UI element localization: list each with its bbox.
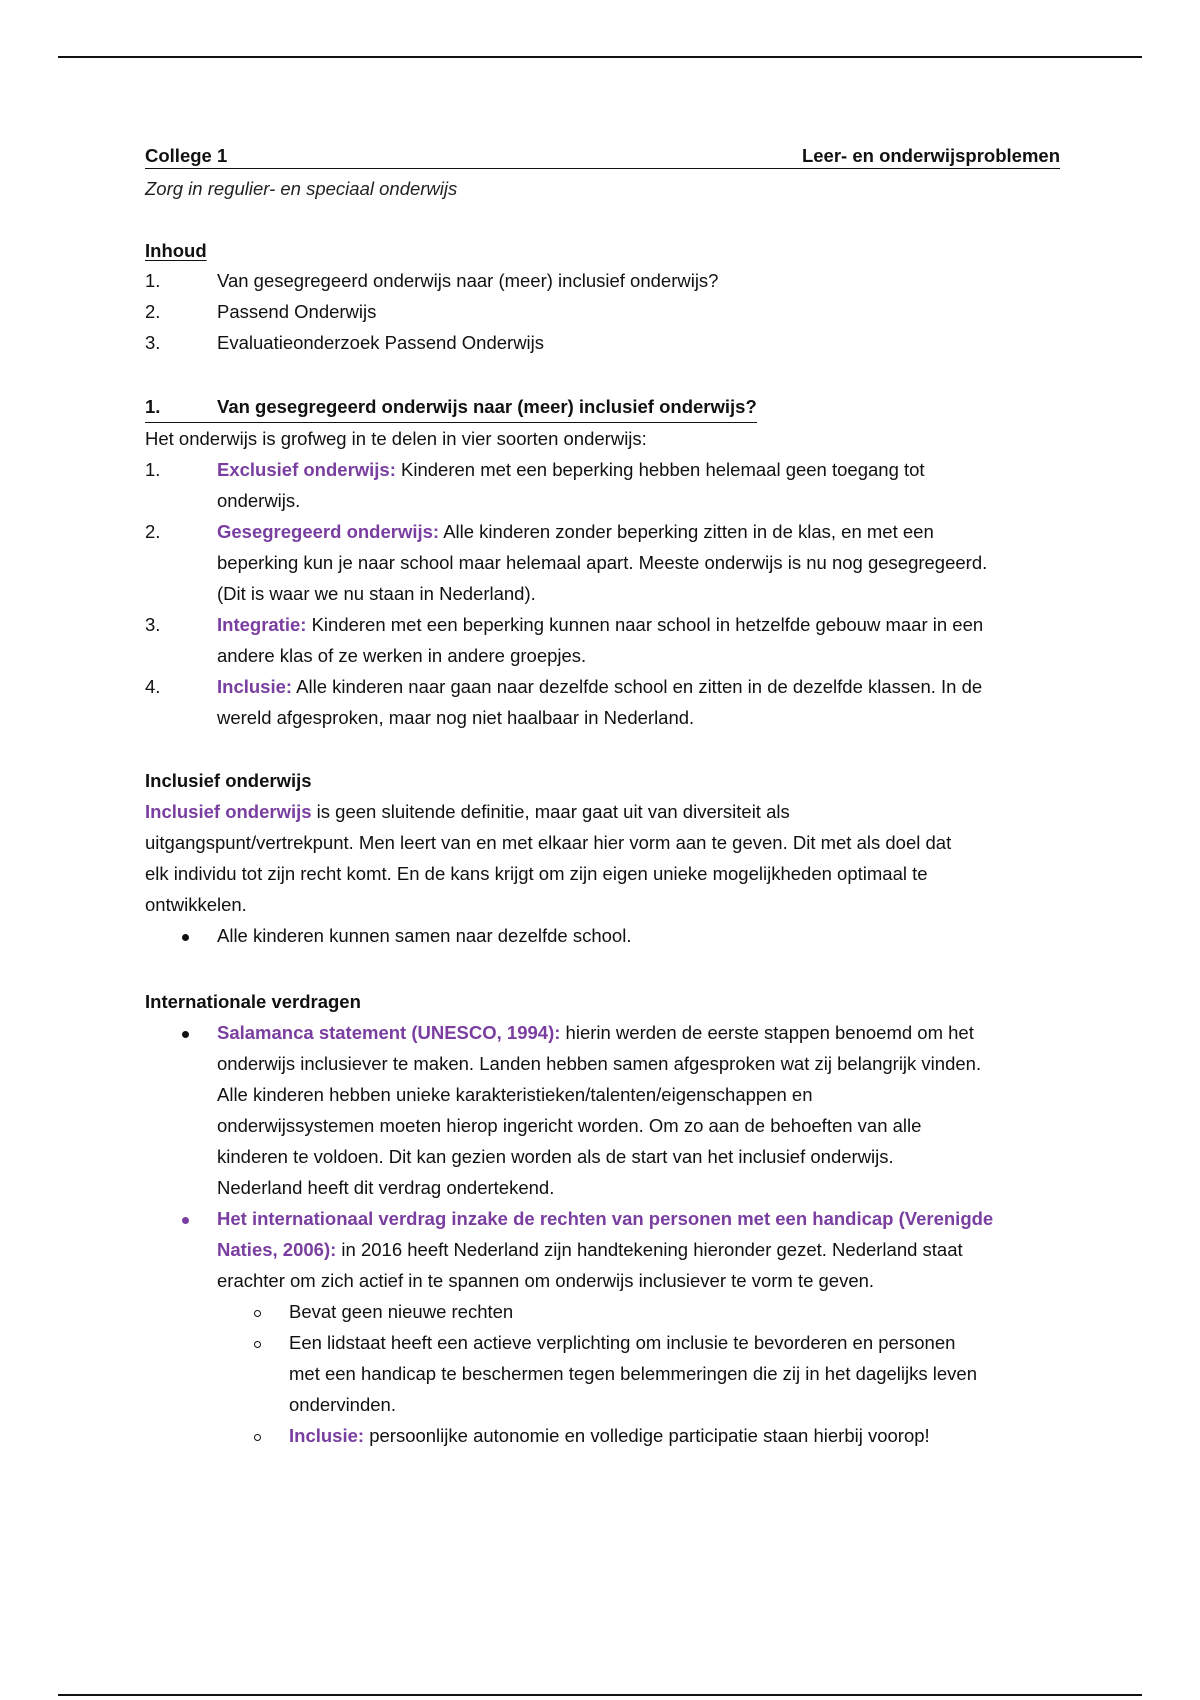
bullet-text: in 2016 heeft Nederland zijn handtekening hieronder gezet. Nederland staat (336, 1239, 963, 1260)
bullet-term: Het internationaal verdrag inzake de rechten van personen met een handicap (Verenigde (217, 1208, 994, 1229)
item-number: 2. (145, 521, 161, 542)
item-number: 4. (145, 676, 161, 697)
item-text: Kinderen met een beperking kunnen naar school in hetzelfde gebouw maar in een (306, 614, 984, 635)
toc-item (145, 296, 1060, 327)
bullet-text: onderwijssystemen moeten hierop ingericht worden. Om zo aan de behoeften van alle (217, 1115, 922, 1136)
toc-text: Passend Onderwijs (217, 301, 377, 322)
bullet-item (145, 920, 1060, 951)
sub-bullet-text: persoonlijke autonomie en volledige participatie staan hierbij voorop! (364, 1425, 930, 1446)
bullet-item (145, 1203, 1060, 1296)
table-of-contents (145, 236, 1060, 358)
paragraph-text: ontwikkelen. (145, 894, 247, 915)
sub-bullet-item (217, 1420, 1060, 1451)
section-1 (145, 393, 1060, 733)
circle-bullet-icon (254, 1310, 261, 1317)
bullet-term: Salamanca statement (UNESCO, 1994): (217, 1022, 561, 1043)
bullet-text: Alle kinderen hebben unieke karakteristieken/talenten/eigenschappen en (217, 1084, 813, 1105)
top-rule (58, 56, 1142, 58)
circle-bullet-icon (254, 1341, 261, 1348)
toc-text: Evaluatieonderzoek Passend Onderwijs (217, 332, 545, 353)
paragraph-text: elk individu tot zijn recht komt. En de kans krijgt om zijn eigen unieke mogelijkheden optimaal te (145, 863, 928, 884)
list-item (145, 671, 1060, 733)
paragraph-text: is geen sluitende definitie, maar gaat uit van diversiteit als (311, 801, 790, 822)
toc-number: 1. (145, 270, 161, 291)
paragraph-text: uitgangspunt/vertrekpunt. Men leert van en met elkaar hier vorm aan te geven. Dit met als doel dat (145, 832, 952, 853)
item-text: (Dit is waar we nu staan in Nederland). (217, 583, 536, 604)
inclusief-section (145, 765, 1060, 951)
inclusief-heading: Inclusief onderwijs (145, 770, 312, 791)
inclusief-term: Inclusief onderwijs (145, 801, 312, 822)
item-text: Kinderen met een beperking hebben helemaal geen toegang tot (395, 459, 925, 480)
item-text: wereld afgesproken, maar nog niet haalbaar in Nederland. (217, 707, 695, 728)
item-term: Gesegregeerd onderwijs: (217, 521, 440, 542)
verdragen-heading: Internationale verdragen (145, 991, 361, 1012)
bullet-icon (182, 1031, 189, 1038)
document-header (145, 145, 1060, 169)
section-intro: Het onderwijs is grofweg in te delen in vier soorten onderwijs: (145, 428, 647, 449)
bullet-text: Nederland heeft dit verdrag ondertekend. (217, 1177, 555, 1198)
sub-bullet-item (217, 1327, 1060, 1420)
item-term: Exclusief onderwijs: (217, 459, 396, 480)
sub-bullet-term: Inclusie: (289, 1425, 365, 1446)
bottom-rule (58, 1694, 1142, 1696)
sub-bullet-item (217, 1296, 1060, 1327)
bullet-icon (182, 934, 189, 941)
item-term: Integratie: (217, 614, 307, 635)
item-text: Alle kinderen naar gaan naar dezelfde school en zitten in de dezelfde klassen. In de (292, 676, 983, 697)
list-item (145, 454, 1060, 516)
item-number: 1. (145, 459, 161, 480)
item-text: andere klas of ze werken in andere groepjes. (217, 645, 587, 666)
bullet-text: kinderen te voldoen. Dit kan gezien worden als de start van het inclusief onderwijs. (217, 1146, 894, 1167)
item-text: beperking kun je naar school maar helemaal apart. Meeste onderwijs is nu nog gesegregeerd. (217, 552, 988, 573)
course-title: Leer- en onderwijsproblemen (801, 145, 1060, 166)
section-number: 1. (145, 396, 161, 417)
item-term: Inclusie: (217, 676, 293, 697)
toc-text: Van gesegregeerd onderwijs naar (meer) inclusief onderwijs? (217, 270, 719, 291)
bullet-icon (182, 1217, 189, 1224)
toc-item (145, 265, 1060, 296)
item-text: onderwijs. (217, 490, 301, 511)
item-text: Alle kinderen zonder beperking zitten in de klas, en met een (439, 521, 934, 542)
sub-bullet-text: ondervinden. (289, 1394, 396, 1415)
list-item (145, 609, 1060, 671)
toc-heading: Inhoud (145, 240, 207, 261)
sub-bullet-text: Bevat geen nieuwe rechten (289, 1301, 514, 1322)
toc-number: 2. (145, 301, 161, 322)
bullet-text: erachter om zich actief in te spannen om onderwijs inclusiever te vorm te geven. (217, 1270, 875, 1291)
course-label: College 1 (145, 145, 228, 166)
item-number: 3. (145, 614, 161, 635)
bullet-text: onderwijs inclusiever te maken. Landen hebben samen afgesproken wat zij belangrijk vinden. (217, 1053, 982, 1074)
document-subtitle: Zorg in regulier- en speciaal onderwijs (145, 178, 458, 199)
section-1-heading (145, 393, 757, 423)
circle-bullet-icon (254, 1434, 261, 1441)
toc-item (145, 327, 1060, 358)
list-item (145, 516, 1060, 609)
bullet-term: Naties, 2006): (217, 1239, 337, 1260)
bullet-text: Alle kinderen kunnen samen naar dezelfde school. (217, 925, 632, 946)
sub-bullet-text: Een lidstaat heeft een actieve verplichting om inclusie te bevorderen en personen (289, 1332, 956, 1353)
toc-number: 3. (145, 332, 161, 353)
verdragen-section (145, 986, 1060, 1451)
sub-bullet-text: met een handicap te beschermen tegen belemmeringen die zij in het dagelijks leven (289, 1363, 978, 1384)
bullet-text: hierin werden de eerste stappen benoemd om het (560, 1022, 974, 1043)
section-title: Van gesegregeerd onderwijs naar (meer) inclusief onderwijs? (217, 396, 757, 417)
bullet-item (145, 1017, 1060, 1203)
